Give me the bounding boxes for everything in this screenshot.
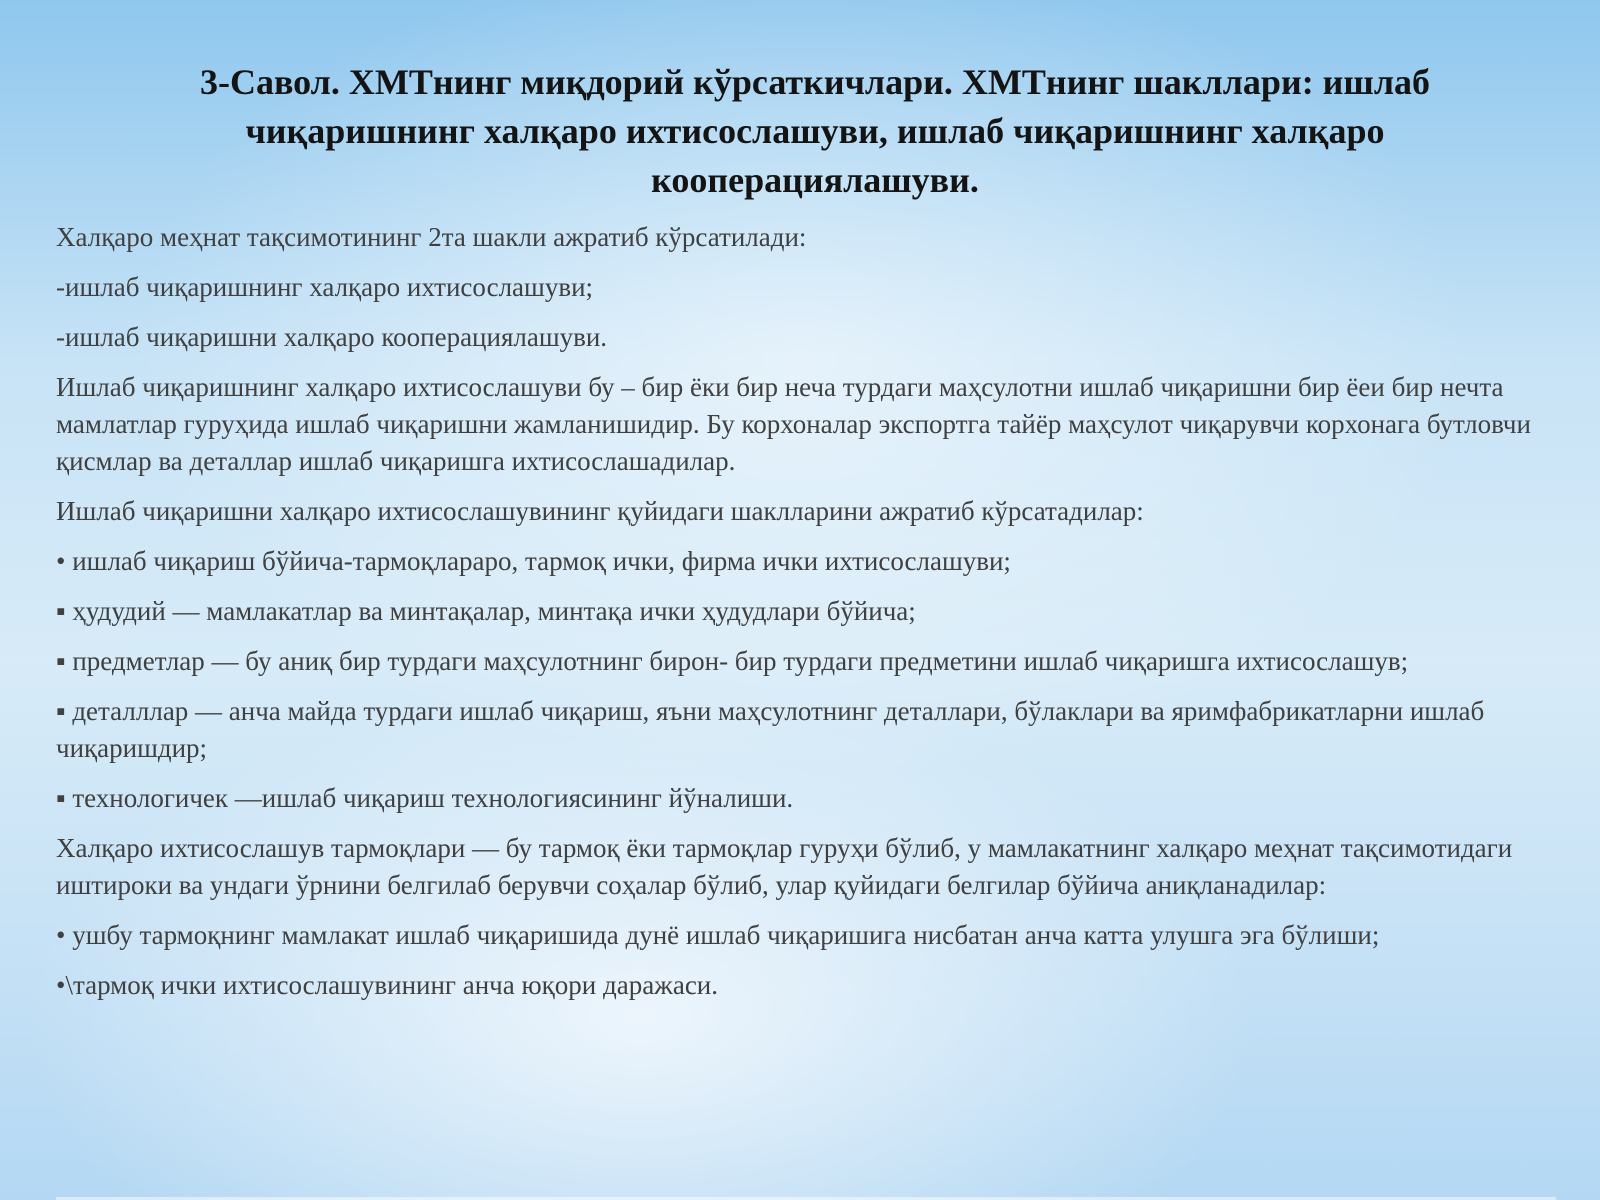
list-item-share: • ушбу тармоқнинг мамлакат ишлаб чиқаришида дунё ишлаб чиқаришига нисбатан анча катта улушга эга бўлиши;	[56, 920, 1380, 950]
paragraph-form-specialization: -ишлаб чиқаришнинг халқаро ихтисослашуви;	[56, 272, 594, 302]
paragraph-specialization-definition: Ишлаб чиқаришнинг халқаро ихтисослашуви бу – бир ёки бир неча турдаги маҳсулотни ишлаб чиқаришни бир ёеи бир нечта мамлатлар гуруҳида ишлаб чиқаришни жамланишидир. Бу корхоналар экспортга тайёр маҳсулот чиқарувчи корхонага бутловчи қисмлар ва деталлар ишлаб чиқаришга ихтисослашадилар.	[56, 372, 1531, 476]
paragraph-specialization-forms-intro: Ишлаб чиқаришни халқаро ихтисослашувининг қуйидаги шаклларини ажратиб кўрсатадилар:	[56, 496, 1144, 526]
paragraph-branches-definition: Халқаро ихтисослашув тармоқлари — бу тармоқ ёки тармоқлар гуруҳи бўлиб, у мамлакатнинг халқаро меҳнат тақсимотидаги иштироки ва ундаги ўрнини белгилаб берувчи соҳалар бўлиб, улар қуйидаги белгилар бўйича аниқланадилар:	[56, 833, 1513, 900]
slide-title: 3-Савол. ХМТнинг миқдорий кўрсаткичлари. ХМТнинг шакллари: ишлаб чиқаришнинг халқаро ихтисослашуви, ишлаб чиқаришнинг халқаро кооперациялашуви.	[199, 62, 1431, 200]
list-item-technological: ▪ технологичек —ишлаб чиқариш технологиясининг йўналиши.	[56, 783, 794, 813]
list-item-subject: ▪ предметлар — бу аниқ бир турдаги маҳсулотнинг бирон- бир турдаги предметини ишлаб чиқаришга ихтисослашув;	[56, 646, 1409, 676]
list-item-territorial: ▪ ҳудудий — мамлакатлар ва минтақалар, минтақа ички ҳудудлари бўйича;	[56, 596, 916, 626]
list-item-level: •\тармоқ ички ихтисослашувининг анча юқори даражаси.	[56, 970, 719, 1000]
paragraph-intro: Халқаро меҳнат тақсимотининг 2та шакли ажратиб кўрсатилади:	[56, 222, 807, 252]
list-item-detail: ▪ деталллар — анча майда турдаги ишлаб чиқариш, яъни маҳсулотнинг деталлари, бўлаклари ва яримфабрикатларни ишлаб чиқаришдир;	[56, 696, 1485, 763]
paragraph-form-cooperation: -ишлаб чиқаришни халқаро кооперациялашуви.	[56, 322, 608, 352]
list-item-production: • ишлаб чиқариш бўйича-тармоқлараро, тармоқ ички, фирма ички ихтисослашуви;	[56, 546, 1011, 576]
slide-body	[56, 219, 1556, 1017]
